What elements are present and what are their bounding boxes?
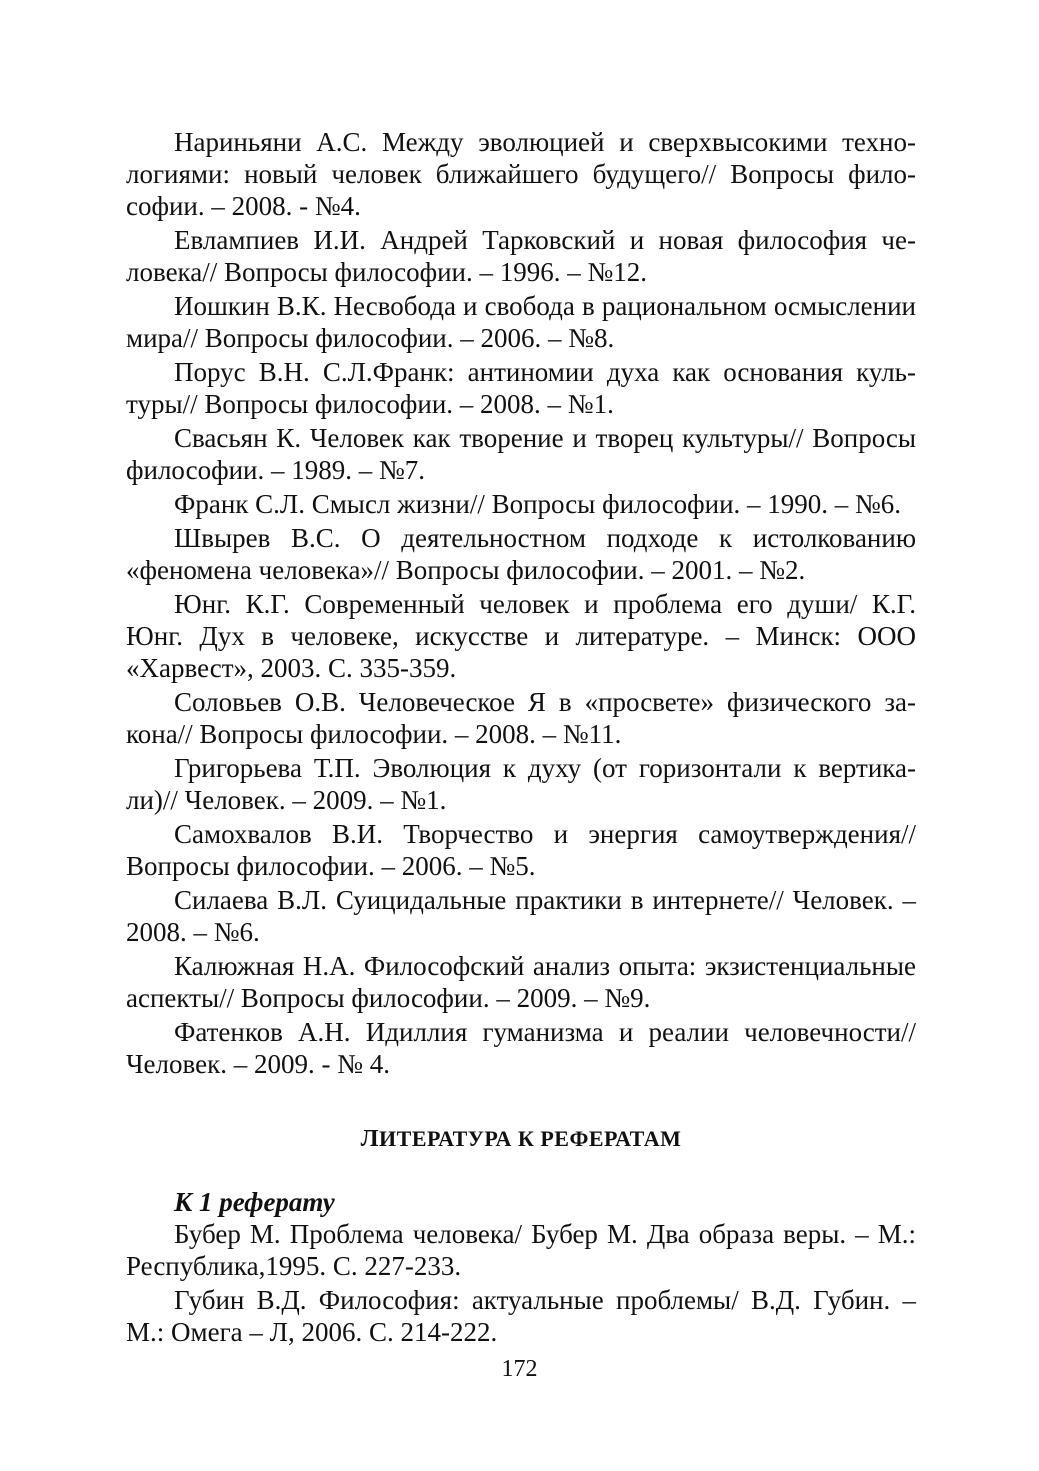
subheading: К 1 реферату bbox=[174, 1187, 335, 1217]
bibliography-entry: Фатенков А.Н. Идиллия гуманизма и реалии человечности// Человек. – 2009. - № 4. bbox=[126, 1017, 916, 1079]
section-heading-rest: ИТЕРАТУРА К РЕФЕРАТАМ bbox=[379, 1126, 682, 1151]
bibliography-list-top bbox=[126, 126, 916, 1080]
bibliography-entry: Юнг. К.Г. Современный человек и проблема его души/ К.Г. Юнг. Дух в человеке, искусстве и литературе. – Минск: ООО «Харвест», 2003. С. 335-359. bbox=[126, 589, 916, 683]
page-number: 172 bbox=[501, 1356, 538, 1382]
bibliography-entry: Калюжная Н.А. Философский анализ опыта: экзистенциальные аспекты// Вопросы философии. – 2009. – №9. bbox=[126, 951, 916, 1013]
bibliography-entry: Порус В.Н. С.Л.Франк: антиномии духа как основания культуры// Вопросы философии. – 2008. – №1. bbox=[126, 357, 916, 419]
bibliography-entry: Бубер М. Проблема человека/ Бубер М. Два образа веры. – М.: Республика,1995. С. 227-233. bbox=[126, 1219, 916, 1281]
bibliography-entry: Евлампиев И.И. Андрей Тарковский и новая философия человека// Вопросы философии. – 1996. – №12. bbox=[126, 225, 916, 287]
bibliography-entry: Соловьев О.В. Человеческое Я в «просвете» физического закона// Вопросы философии. – 2008. – №11. bbox=[126, 687, 916, 749]
bibliography-entry: Самохвалов В.И. Творчество и энергия самоутверждения// Вопросы философии. – 2006. – №5. bbox=[126, 819, 916, 881]
page-body bbox=[126, 126, 916, 1350]
bibliography-entry: Нариньяни А.С. Между эволюцией и сверхвысокими технологиями: новый человек ближайшего будущего// Вопросы философии. – 2008. - №4. bbox=[126, 127, 916, 221]
bibliography-entry: Швырев В.С. О деятельностном подходе к истолкованию «феномена человека»// Вопросы философии. – 2001. – №2. bbox=[126, 523, 916, 585]
section-heading bbox=[126, 1124, 916, 1154]
bibliography-entry: Губин В.Д. Философия: актуальные проблемы/ В.Д. Губин. – М.: Омега – Л, 2006. С. 214-222. bbox=[126, 1285, 916, 1347]
bibliography-entry: Иошкин В.К. Несвобода и свобода в рациональном осмыслении мира// Вопросы философии. – 2006. – №8. bbox=[126, 291, 916, 353]
bibliography-entry: Свасьян К. Человек как творение и творец культуры// Вопросы философии. – 1989. – №7. bbox=[126, 423, 916, 485]
bibliography-entry: Силаева В.Л. Суицидальные практики в интернете// Человек. – 2008. – №6. bbox=[126, 885, 916, 947]
section-heading-initial: Л bbox=[360, 1126, 380, 1152]
bibliography-entry: Франк С.Л. Смысл жизни// Вопросы философии. – 1990. – №6. bbox=[174, 489, 902, 519]
bibliography-entry: Григорьева Т.П. Эволюция к духу (от горизонтали к вертикали)// Человек. – 2009. – №1. bbox=[126, 753, 916, 815]
bibliography-list-bottom bbox=[126, 1218, 916, 1348]
